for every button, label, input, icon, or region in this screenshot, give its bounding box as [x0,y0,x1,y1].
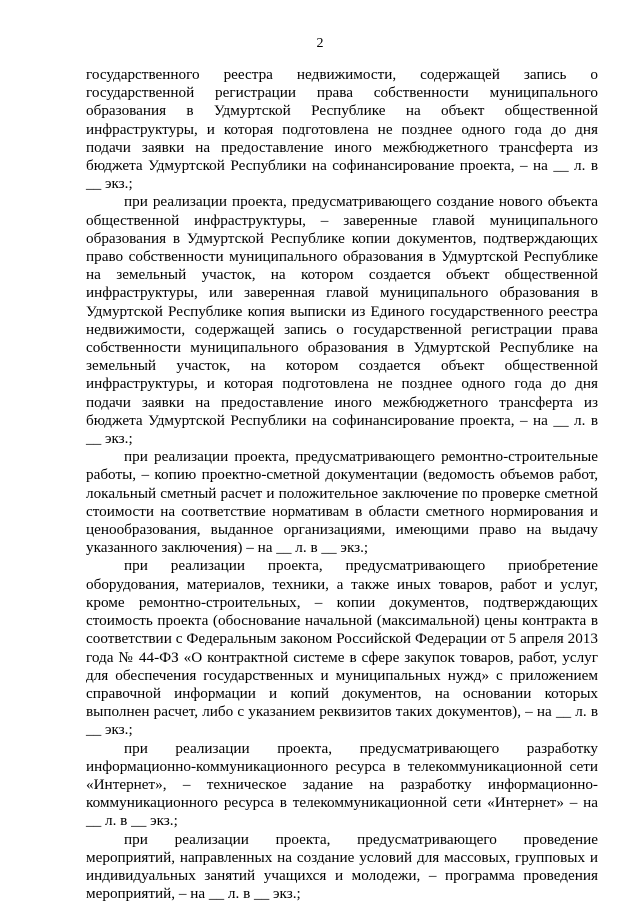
paragraph-repair-works: при реализации проекта, предусматривающего ремонтно-строительные работы, – копию проектно-сметной документации (ведомость объемов работ, локальный сметный расчет и положительное заключение по проверке сметной стоимости на соответствие нормативам в области сметного нормирования и ценообразования, выданное организациями, имеющими право на выдачу указанного заключения) – на __ л. в __ экз.; [86,448,598,557]
paragraph-new-object: при реализации проекта, предусматривающего создание нового объекта общественной инфраструктуры, – заверенные главой муниципального образования в Удмуртской Республике копии документов, подтверждающих право собственности муниципального образования в Удмуртской Республике на земельный участок, на котором создается объект общественной инфраструктуры, или заверенная главой муниципального образования в Удмуртской Республике копия выписки из Единого государственного реестра недвижимости, содержащей запись о государственной регистрации права собственности муниципального образования в Удмуртской Республике на земельный участок, на котором создается объект общественной инфраструктуры, и которая подготовлена не позднее одного года до дня подачи заявки на предоставление иного межбюджетного трансферта из бюджета Удмуртской Республики на софинансирование проекта, – на __ л. в __ экз.; [86,193,598,448]
paragraph-equipment-purchase: при реализации проекта, предусматривающего приобретение оборудования, материалов, техники, а также иных товаров, работ и услуг, кроме ремонтно-строительных, – копии документов, подтверждающих стоимость проекта (обоснование начальной (максимальной) цены контракта в соответствии с Федеральным законом Российской Федерации от 5 апреля 2013 года № 44-ФЗ «О контрактной системе в сфере закупок товаров, работ, услуг для обеспечения государственных и муниципальных нужд» с приложением справочной информации и копий документов, на основании которых выполнен расчет, либо с указанием реквизитов таких документов), – на __ л. в __ экз.; [86,557,598,739]
page-number: 2 [316,36,324,51]
paragraph-internet-resource: при реализации проекта, предусматривающего разработку информационно-коммуникационного ресурса в телекоммуникационной сети «Интернет», – техническое задание на разработку информационно-коммуникационного ресурса в телекоммуникационной сети «Интернет» – на __ л. в __ экз.; [86,739,598,830]
document-body [86,66,598,903]
paragraph-continuation: государственного реестра недвижимости, содержащей запись о государственной регистрации права собственности муниципального образования в Удмуртской Республике на объект общественной инфраструктуры, и которая подготовлена не позднее одного года до дня подачи заявки на предоставление иного межбюджетного трансферта из бюджета Удмуртской Республики на софинансирование проекта, – на __ л. в __ экз.; [86,66,598,193]
paragraph-events: при реализации проекта, предусматривающего проведение мероприятий, направленных на создание условий для массовых, групповых и индивидуальных занятий учащихся и молодежи, – программа проведения мероприятий, – на __ л. в __ экз.; [86,830,598,903]
